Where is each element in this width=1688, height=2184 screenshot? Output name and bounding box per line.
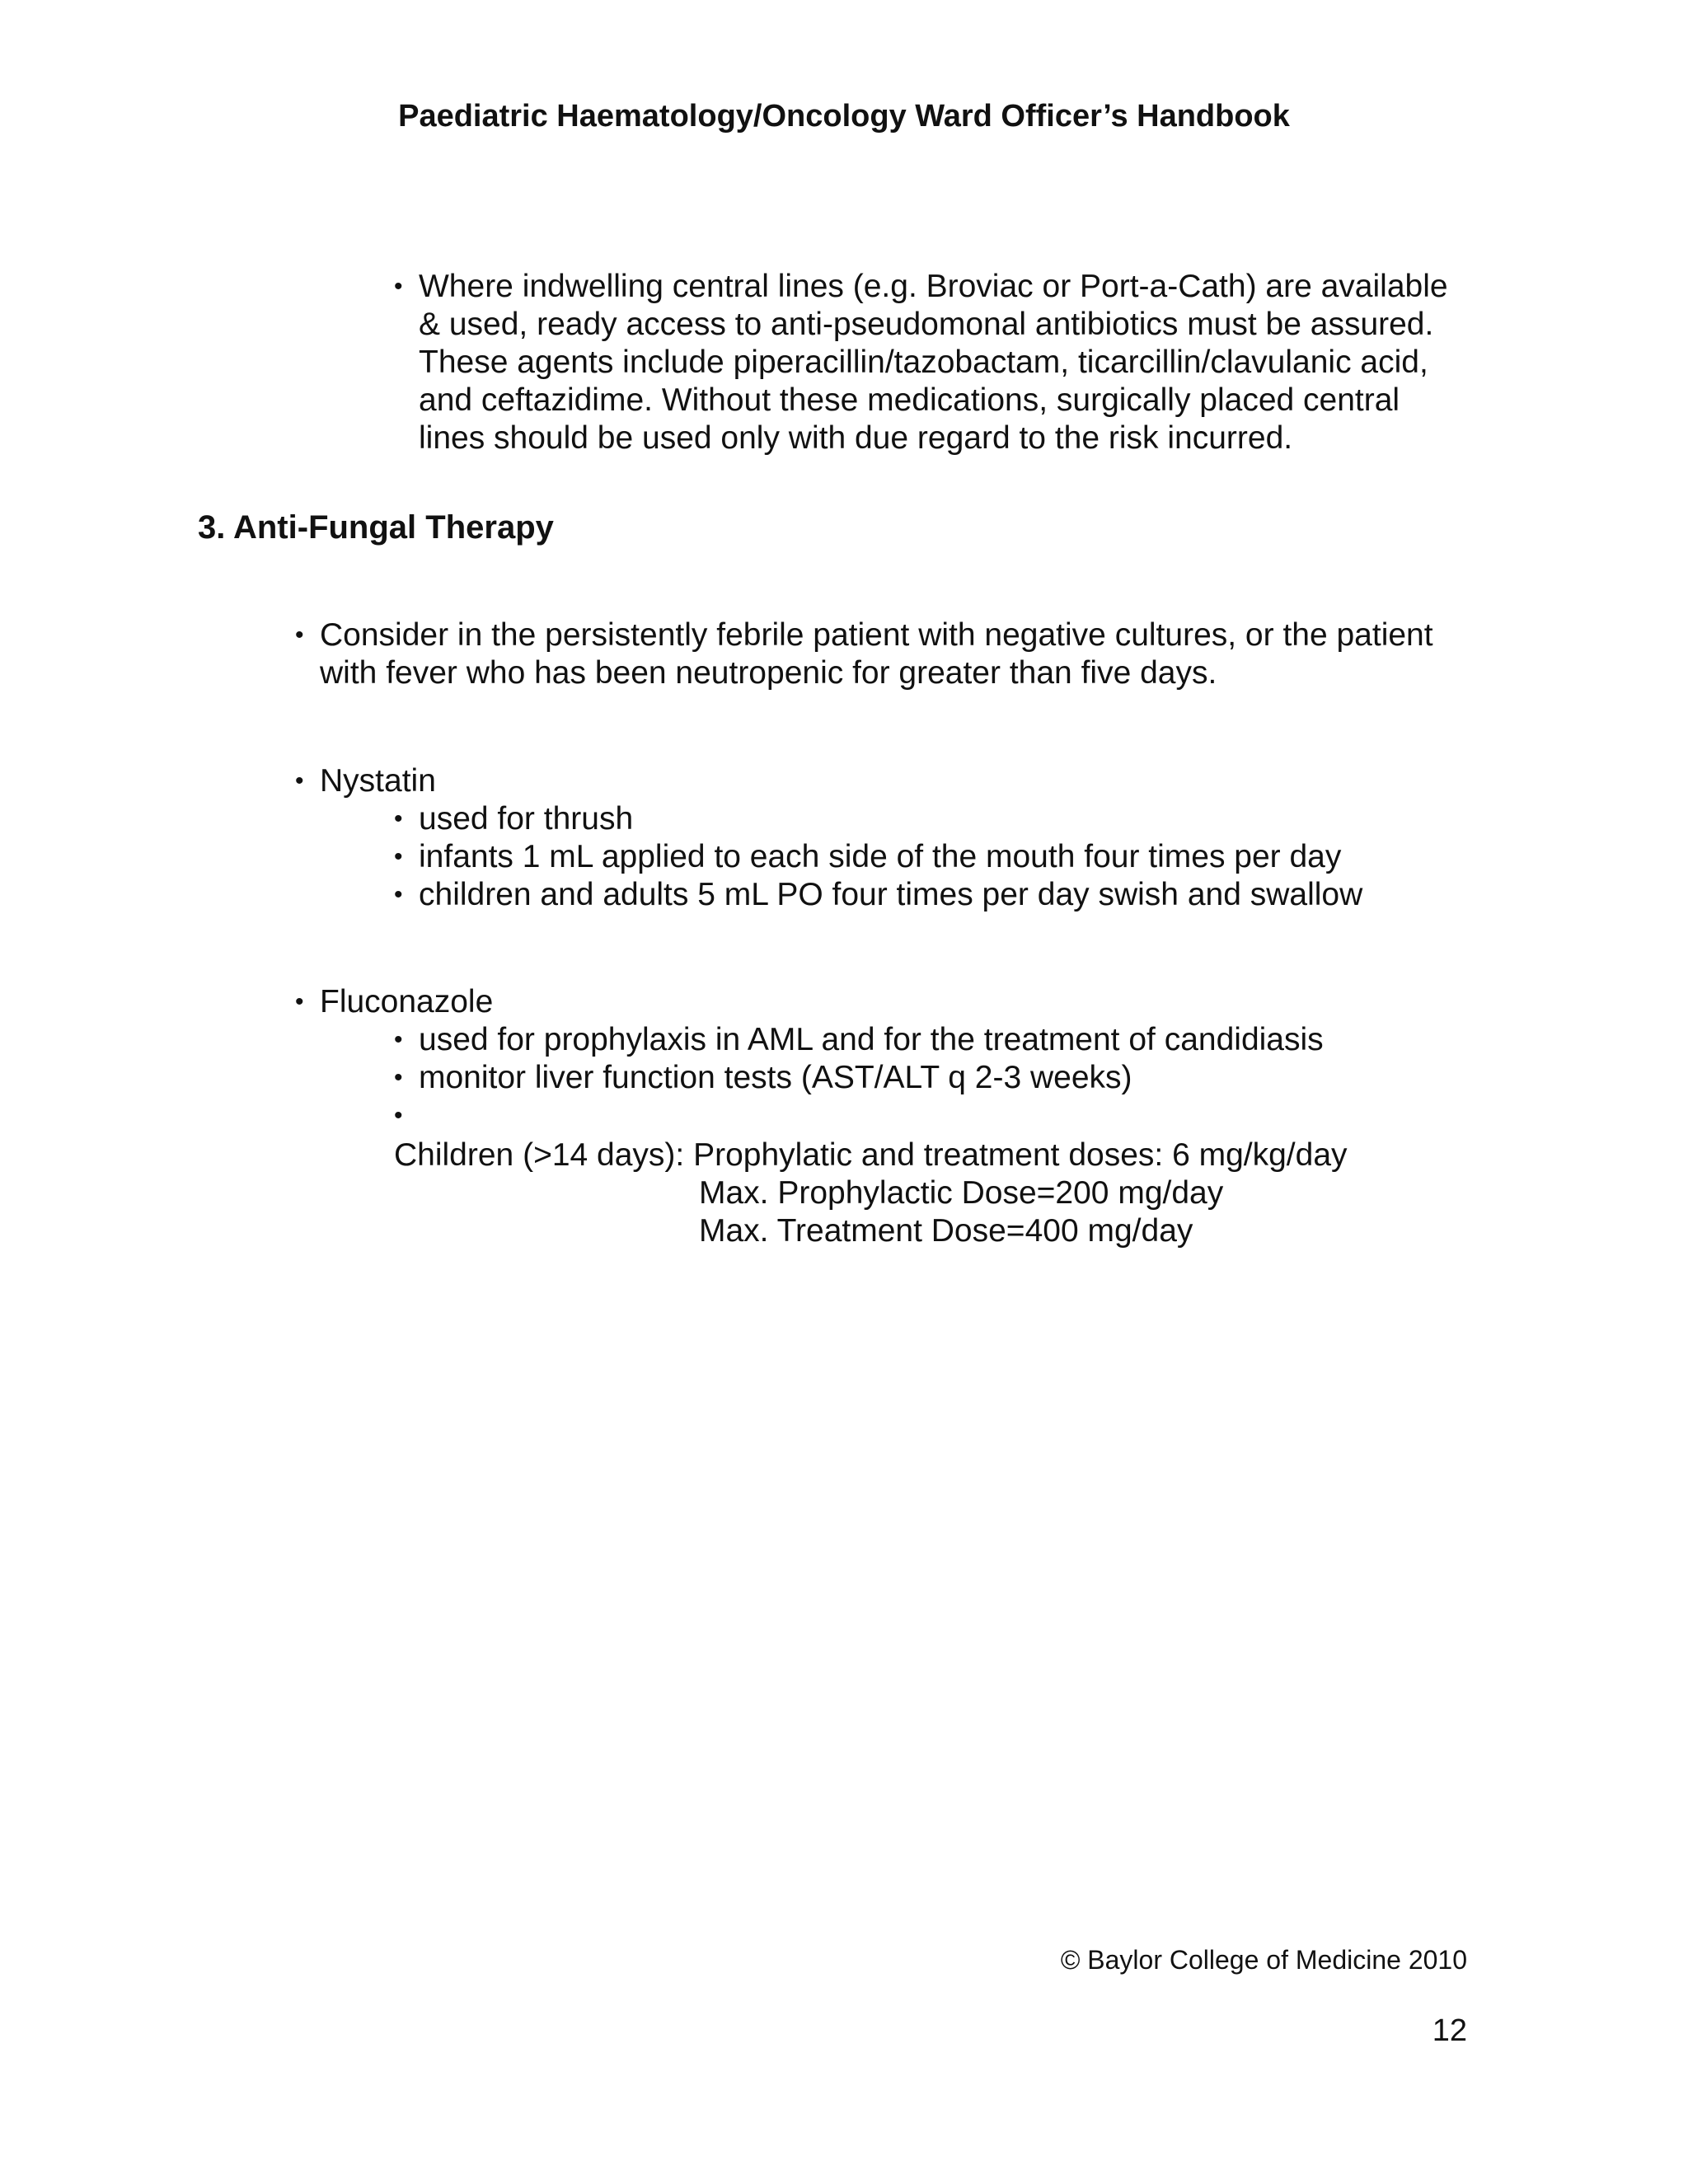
nystatin-item: [394, 876, 1362, 914]
nystatin-bullet: [295, 762, 436, 800]
bullet-marker: •: [295, 767, 304, 794]
running-header: Paediatric Haematology/Oncology Ward Officer’s Handbook: [398, 99, 1290, 134]
bullet-marker: •: [394, 273, 403, 300]
bullet-marker: •: [394, 1026, 403, 1053]
max-treatment-dose: Max. Treatment Dose=400 mg/day: [699, 1213, 1193, 1249]
bullet-marker: •: [394, 881, 403, 908]
fluconazole-bullet: [295, 983, 493, 1021]
bullet-marker: •: [295, 988, 304, 1015]
section-heading: 3. Anti-Fungal Therapy: [198, 509, 554, 546]
text-line: & used, ready access to anti-pseudomonal antibiotics must be assured.: [419, 307, 1434, 342]
text-line: with fever who has been neutropenic for greater than five days.: [320, 655, 1217, 691]
text-line: and ceftazidime. Without these medications, surgically placed central: [419, 382, 1400, 418]
fluconazole-item-text: monitor liver function tests (AST/ALT q 2-3 weeks): [419, 1060, 1132, 1095]
nystatin-item-text: infants 1 mL applied to each side of the mouth four times per day: [419, 839, 1342, 874]
nystatin-label: Nystatin: [320, 763, 436, 799]
nystatin-item: [394, 800, 633, 838]
consider-bullet: [295, 616, 1433, 692]
fluconazole-label: Fluconazole: [320, 984, 494, 1019]
fluconazole-item: [394, 1021, 1324, 1059]
max-prophylactic-dose: Max. Prophylactic Dose=200 mg/day: [699, 1175, 1224, 1211]
bullet-marker: •: [394, 1064, 403, 1091]
text-line: Where indwelling central lines (e.g. Broviac or Port-a-Cath) are available: [419, 269, 1448, 304]
fluconazole-empty-bullet: [394, 1097, 419, 1135]
bullet-marker: •: [394, 843, 403, 870]
nystatin-item: [394, 838, 1341, 876]
text-line: These agents include piperacillin/tazobactam, ticarcillin/clavulanic acid,: [419, 344, 1428, 380]
text-line: Consider in the persistently febrile patient with negative cultures, or the patient: [320, 617, 1433, 653]
bullet-marker: •: [394, 805, 403, 832]
page-number: 12: [1432, 2013, 1467, 2048]
fluconazole-item: [394, 1059, 1132, 1097]
central-lines-bullet: [394, 268, 1448, 457]
copyright-notice: © Baylor College of Medicine 2010: [1060, 1945, 1467, 1975]
bullet-marker: •: [295, 621, 304, 649]
consider-text: [320, 616, 1433, 692]
nystatin-item-text: children and adults 5 mL PO four times per day swish and swallow: [419, 877, 1363, 912]
bullet-marker: •: [394, 1102, 403, 1129]
nystatin-item-text: used for thrush: [419, 801, 634, 837]
text-line: lines should be used only with due regard to the risk incurred.: [419, 420, 1293, 456]
fluconazole-item-text: used for prophylaxis in AML and for the treatment of candidiasis: [419, 1022, 1324, 1057]
central-lines-text: [419, 268, 1448, 457]
fluconazole-dosing-lead: Children (>14 days): Prophylatic and treatment doses: 6 mg/kg/day: [394, 1137, 1348, 1173]
